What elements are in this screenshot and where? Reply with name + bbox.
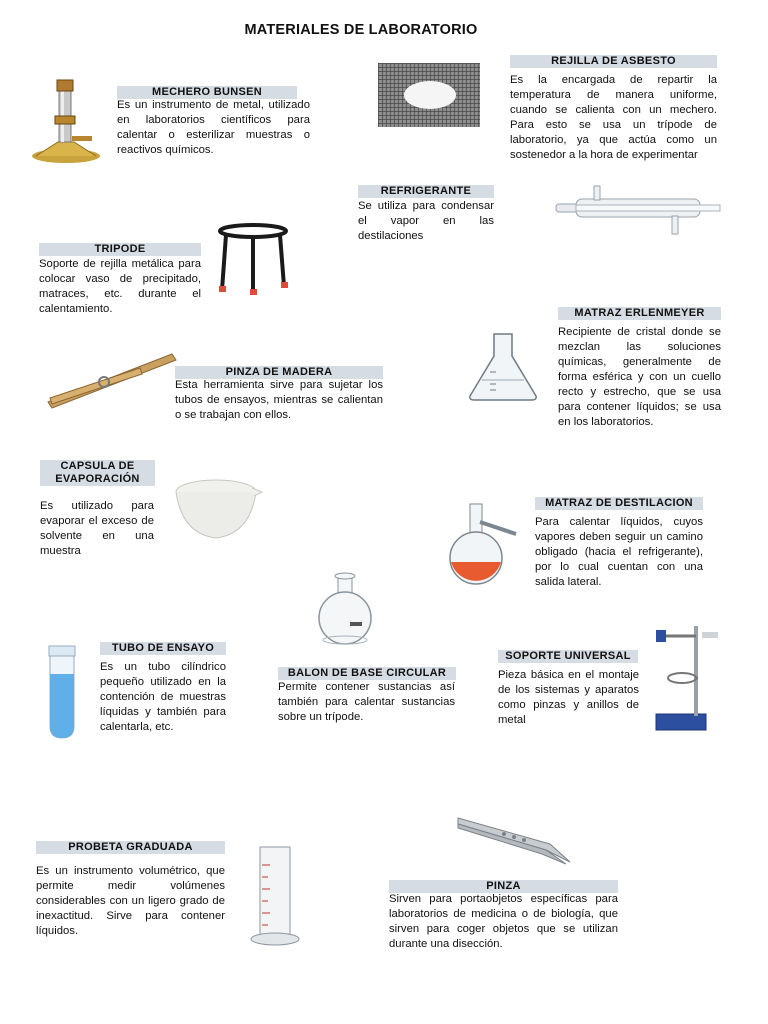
erlenmeyer-flask-image: [466, 332, 540, 402]
label-balon-base-circular: BALON DE BASE CIRCULAR: [278, 667, 456, 680]
label-soporte-universal: SOPORTE UNIVERSAL: [498, 650, 638, 663]
tripod-image: [216, 222, 290, 296]
tweezers-image: [454, 810, 576, 866]
label-probeta-graduada: PROBETA GRADUADA: [36, 841, 225, 854]
label-pinza-madera: PINZA DE MADERA: [175, 366, 383, 379]
text-refrigerante: Se utiliza para condensar el vapor en las destilaciones: [358, 200, 494, 242]
wooden-clamp-image: [44, 350, 178, 412]
evaporating-dish-image: [172, 476, 264, 542]
text-matraz-destilacion: Para calentar líquidos, cuyos vapores deben seguir un camino obligado (hacia el refrigerante), por lo cual cuentan con una salida lateral.: [535, 516, 703, 588]
text-soporte-universal: Pieza básica en el montaje de los sistemas y aparatos como pinzas y anillos de metal: [498, 669, 639, 726]
label-matraz-destilacion: MATRAZ DE DESTILACION: [535, 497, 703, 510]
text-pinza-madera: Esta herramienta sirve para sujetar los tubos de ensayos, mientras se calientan o se trabajan con ellos.: [175, 379, 383, 421]
condenser-image: [554, 182, 722, 238]
label-rejilla-asbesto: REJILLA DE ASBESTO: [510, 55, 717, 68]
label-pinza: PINZA: [389, 880, 618, 893]
text-capsula-evaporacion: Es utilizado para evaporar el exceso de solvente en una muestra: [40, 500, 154, 557]
round-bottom-flask-image: [310, 572, 382, 646]
label-capsula-evaporacion: CAPSULA DE EVAPORACIÓN: [40, 460, 155, 486]
label-tripode: TRIPODE: [39, 243, 201, 256]
text-probeta-graduada: Es un instrumento volumétrico, que permite medir volúmenes considerables con un ligero grado de inexactitud. Sirve para contener líquidos.: [36, 865, 225, 937]
label-tubo-ensayo: TUBO DE ENSAYO: [100, 642, 226, 655]
text-tripode: Soporte de rejilla metálica para colocar vaso de precipitado, matraces, etc. durante el calentamiento.: [39, 258, 201, 315]
label-matraz-erlenmeyer: MATRAZ ERLENMEYER: [558, 307, 721, 320]
text-pinza: Sirven para portaobjetos específicas para laboratorios de medicina o de biología, que sirven para coger objetos que se utilizan durante una disección.: [389, 893, 618, 950]
text-rejilla-asbesto: Es la encargada de repartir la temperatura de manera uniforme, cuando se calienta con un mechero. Para esto se usa un trípode de laboratorio, ya que actúa como un sostenedor a la hora de experimentar: [510, 74, 717, 161]
text-balon-base-circular: Permite contener sustancias así también para calentar sustancias sobre un trípode.: [278, 681, 455, 723]
label-mechero-bunsen: MECHERO BUNSEN: [117, 86, 297, 99]
page-title: MATERIALES DE LABORATORIO: [244, 22, 478, 38]
distillation-flask-image: [440, 502, 528, 586]
test-tube-image: [44, 644, 80, 740]
text-matraz-erlenmeyer: Recipiente de cristal donde se mezclan las soluciones químicas, generalmente de forma esférica y con un cuello recto y estrecho, que se usa para contener líquidos; se usa en los laboratorios.: [558, 326, 721, 428]
text-tubo-ensayo: Es un tubo cilíndrico pequeño utilizado en la contención de muestras líquidas y también para calentarla, etc.: [100, 661, 226, 733]
graduated-cylinder-image: [248, 845, 302, 947]
bunsen-burner-image: [28, 76, 104, 166]
label-refrigerante: REFRIGERANTE: [358, 185, 494, 198]
asbestos-grid-image: [378, 63, 480, 127]
universal-stand-image: [652, 622, 724, 734]
text-mechero-bunsen: Es un instrumento de metal, utilizado en laboratorios científicos para calentar o esterilizar muestras o reactivos químicos.: [117, 99, 310, 156]
